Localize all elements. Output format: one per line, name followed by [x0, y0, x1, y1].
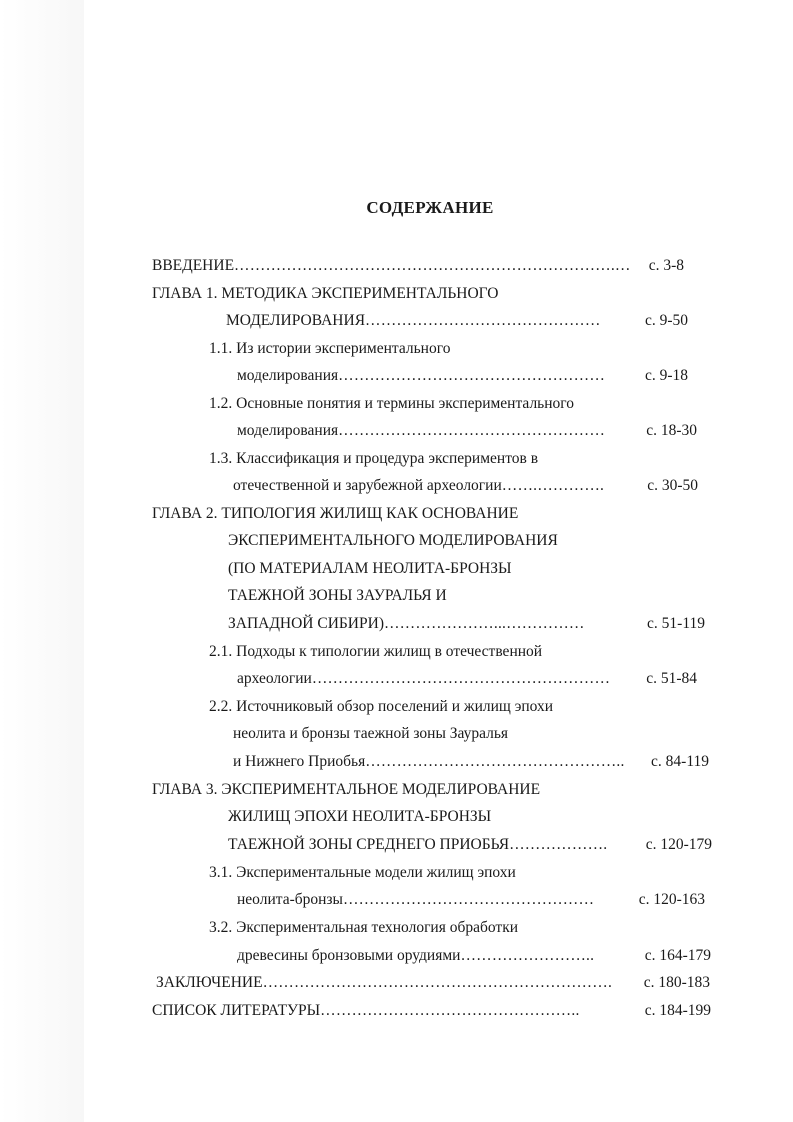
leader-dots: …………………………………………	[342, 891, 595, 908]
page-range: с. 51-119	[647, 615, 705, 632]
page-range: с. 51-84	[646, 670, 697, 687]
toc-entry-section-2-2[interactable]	[233, 749, 709, 775]
leader-dots: …………………………………………..	[320, 1002, 580, 1019]
toc-entry-chapter-2-heading-line-2	[228, 528, 708, 554]
entry-text: (ПО МАТЕРИАЛАМ НЕОЛИТА-БРОНЗЫ	[228, 560, 512, 577]
entry-text: 1.2. Основные понятия и термины экспериментального	[209, 395, 575, 412]
toc-entry-section-3-2[interactable]	[237, 943, 711, 969]
entry-text: 2.1. Подходы к типологии жилищ в отечественной	[209, 643, 543, 660]
entry-text: ЗАКЛЮЧЕНИЕ	[156, 974, 263, 991]
toc-entry-section-2-2-heading-line-1	[209, 694, 689, 720]
entry-text: ТАЕЖНОЙ ЗОНЫ СРЕДНЕГО ПРИОБЬЯ	[228, 836, 510, 853]
page-range: с. 120-163	[638, 891, 705, 908]
page-range: с. 84-119	[651, 753, 709, 770]
entry-text: неолита и бронзы таежной зоны Зауралья	[233, 725, 509, 742]
toc-entry-section-2-1-heading	[209, 639, 689, 665]
leader-dots: ……………….	[509, 836, 608, 853]
entry-text: ТАЕЖНОЙ ЗОНЫ ЗАУРАЛЬЯ И	[228, 587, 447, 604]
toc-entry-chapter-3[interactable]	[228, 832, 712, 858]
entry-text: древесины бронзовыми орудиями	[237, 947, 461, 964]
toc-entry-section-2-1[interactable]	[237, 666, 697, 692]
entry-text: ГЛАВА 2. ТИПОЛОГИЯ ЖИЛИЩ КАК ОСНОВАНИЕ	[152, 505, 519, 522]
entry-text: 1.1. Из истории экспериментального	[209, 340, 451, 357]
page-range: с. 164-179	[644, 947, 711, 964]
entry-text: отечественной и зарубежной археологии	[233, 477, 502, 494]
leader-dots: ……………………………………………………………….…	[234, 257, 631, 274]
entry-text: моделирования	[237, 367, 339, 384]
entry-text: СПИСОК ЛИТЕРАТУРЫ	[152, 1002, 321, 1019]
toc-entry-chapter-2-heading-line-3	[228, 556, 708, 582]
page-range: с. 30-50	[647, 477, 698, 494]
page-range: с. 9-18	[644, 367, 688, 384]
leader-dots: ……………………..	[460, 947, 595, 964]
toc-entry-chapter-2-heading-line-1	[152, 501, 712, 527]
toc-entry-section-1-1-heading	[209, 336, 689, 362]
leader-dots: ……………………………………………	[338, 422, 606, 439]
entry-text: 1.3. Классификация и процедура экспериментов в	[209, 450, 539, 467]
entry-text: и Нижнего Приобья	[233, 753, 366, 770]
toc-entry-section-1-3[interactable]	[233, 473, 698, 499]
entry-text: МОДЕЛИРОВАНИЯ	[226, 312, 366, 329]
leader-dots: …….………….	[501, 477, 605, 494]
page-range: с. 184-199	[644, 1002, 711, 1019]
toc-entry-chapter-2-heading-line-4	[228, 583, 708, 609]
entry-text: 2.2. Источниковый обзор поселений и жилищ эпохи	[209, 698, 554, 715]
leader-dots: …………………...……………	[383, 615, 585, 632]
entry-text: 3.2. Экспериментальная технология обработки	[209, 919, 519, 936]
entry-text: ЗАПАДНОЙ СИБИРИ)	[228, 615, 384, 632]
entry-text: ВВЕДЕНИЕ	[152, 257, 235, 274]
leader-dots: …………………………………………………	[311, 670, 611, 687]
toc-entry-chapter-2[interactable]	[228, 611, 705, 637]
leader-dots: ……………………………………………	[338, 367, 606, 384]
toc-entry-section-3-1[interactable]	[237, 887, 705, 913]
toc-entry-section-3-2-heading	[209, 915, 689, 941]
leader-dots: ………………………………………………………….	[262, 974, 613, 991]
toc-entry-chapter-3-heading-line-2	[228, 804, 708, 830]
page-range: с. 120-179	[645, 836, 712, 853]
entry-text: 3.1. Экспериментальные модели жилищ эпохи	[209, 864, 516, 881]
page-range: с. 18-30	[646, 422, 697, 439]
entry-text: ЭКСПЕРИМЕНТАЛЬНОГО МОДЕЛИРОВАНИЯ	[228, 532, 558, 549]
entry-text: неолита-бронзы	[237, 891, 343, 908]
leader-dots: ………………………………………	[365, 312, 601, 329]
entry-text: моделирования	[237, 422, 339, 439]
leader-dots: …………………………………………..	[365, 753, 625, 770]
page-range: с. 180-183	[643, 974, 710, 991]
toc-entry-section-2-2-heading-line-2	[233, 721, 693, 747]
toc-entry-chapter-1[interactable]	[226, 308, 688, 334]
toc-entry-chapter-3-heading-line-1	[152, 777, 712, 803]
entry-text: археологии	[237, 670, 312, 687]
toc-entry-introduction[interactable]	[152, 253, 684, 279]
entry-text: ГЛАВА 3. ЭКСПЕРИМЕНТАЛЬНОЕ МОДЕЛИРОВАНИЕ	[152, 781, 541, 798]
entry-text: ЖИЛИЩ ЭПОХИ НЕОЛИТА-БРОНЗЫ	[228, 808, 492, 825]
toc-entry-section-1-1[interactable]	[237, 363, 688, 389]
toc-entry-chapter-1-heading	[152, 281, 712, 307]
toc-entry-conclusion[interactable]	[156, 970, 710, 996]
page-range: с. 9-50	[644, 312, 688, 329]
toc-entry-section-1-2[interactable]	[237, 418, 697, 444]
toc-entry-references[interactable]	[152, 998, 711, 1024]
entry-text: ГЛАВА 1. МЕТОДИКА ЭКСПЕРИМЕНТАЛЬНОГО	[152, 285, 499, 302]
page-range: с. 3-8	[648, 257, 684, 274]
page-title: СОДЕРЖАНИЕ	[366, 198, 494, 217]
toc-entry-section-1-3-heading	[209, 446, 689, 472]
toc-entry-section-1-2-heading	[209, 391, 689, 417]
toc-entry-section-3-1-heading	[209, 860, 689, 886]
